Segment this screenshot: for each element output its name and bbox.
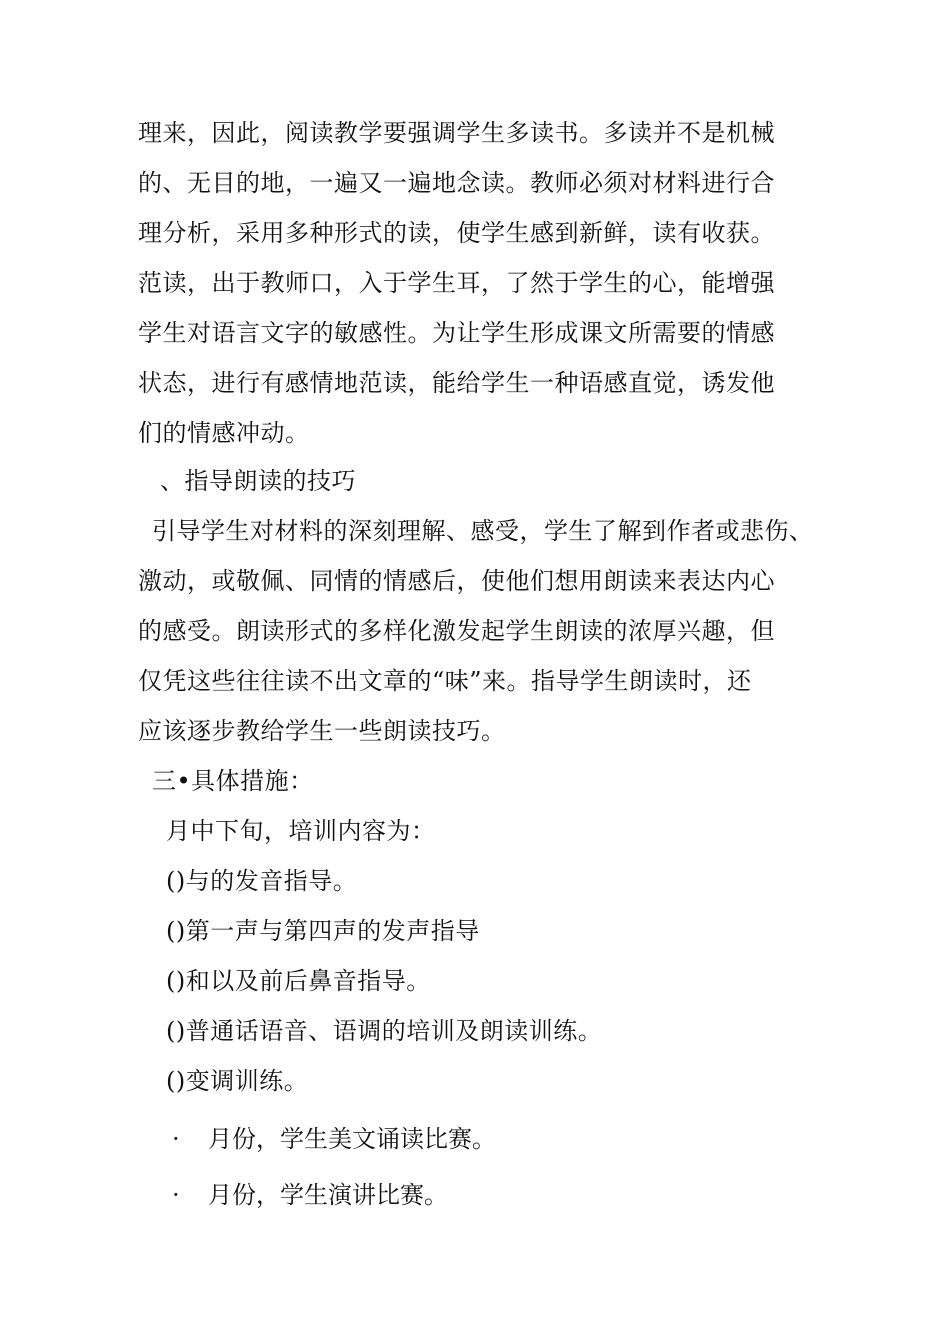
training-item: ()和以及前后鼻音指导。 [166,967,431,995]
paragraph-line: 的感受。朗读形式的多样化激发起学生朗读的浓厚兴趣，但 [138,617,775,645]
training-item: ()与的发音指导。 [166,867,358,895]
event-item [172,1124,496,1154]
section-heading: 、指导朗读的技巧 [160,467,356,495]
event-item [172,1180,448,1210]
section-heading: 三•具体措施： [152,767,314,795]
paragraph-line: 激动，或敬佩、同情的情感后，使他们想用朗读来表达内心 [138,567,775,595]
paragraph-line: 的、无目的地，一遍又一遍地念读。教师必须对材料进行合 [138,169,775,197]
paragraph-line: 学生对语言文字的敏感性。为让学生形成课文所需要的情感 [138,319,775,347]
paragraph-line: 引导学生对材料的深刻理解、感受，学生了解到作者或悲伤、 [152,517,814,545]
bullet-icon: · [172,1125,180,1153]
paragraph-line: 仅凭这些往往读不出文章的“味”来。指导学生朗读时，还 [138,667,752,695]
training-item: ()第一声与第四声的发声指导 [166,917,480,945]
training-item: ()普通话语音、语调的培训及朗读训练。 [166,1017,603,1045]
training-item: ()变调训练。 [166,1067,309,1095]
paragraph-line: 范读，出于教师口，入于学生耳，了然于学生的心，能增强 [138,269,775,297]
paragraph-line: 理分析，采用多种形式的读，使学生感到新鲜，读有收获。 [138,219,775,247]
paragraph-line: 理来，因此，阅读教学要强调学生多读书。多读并不是机械 [138,119,775,147]
event-text: 月份，学生美文诵读比赛。 [208,1125,496,1153]
paragraph-line: 状态，进行有感情地范读，能给学生一种语感直觉，诱发他 [138,369,775,397]
bullet-icon: · [172,1181,180,1209]
paragraph-line: 应该逐步教给学生一些朗读技巧。 [138,717,506,745]
training-intro: 月中下旬，培训内容为： [166,817,436,845]
paragraph-line: 们的情感冲动。 [138,419,310,447]
event-text: 月份，学生演讲比赛。 [208,1181,448,1209]
